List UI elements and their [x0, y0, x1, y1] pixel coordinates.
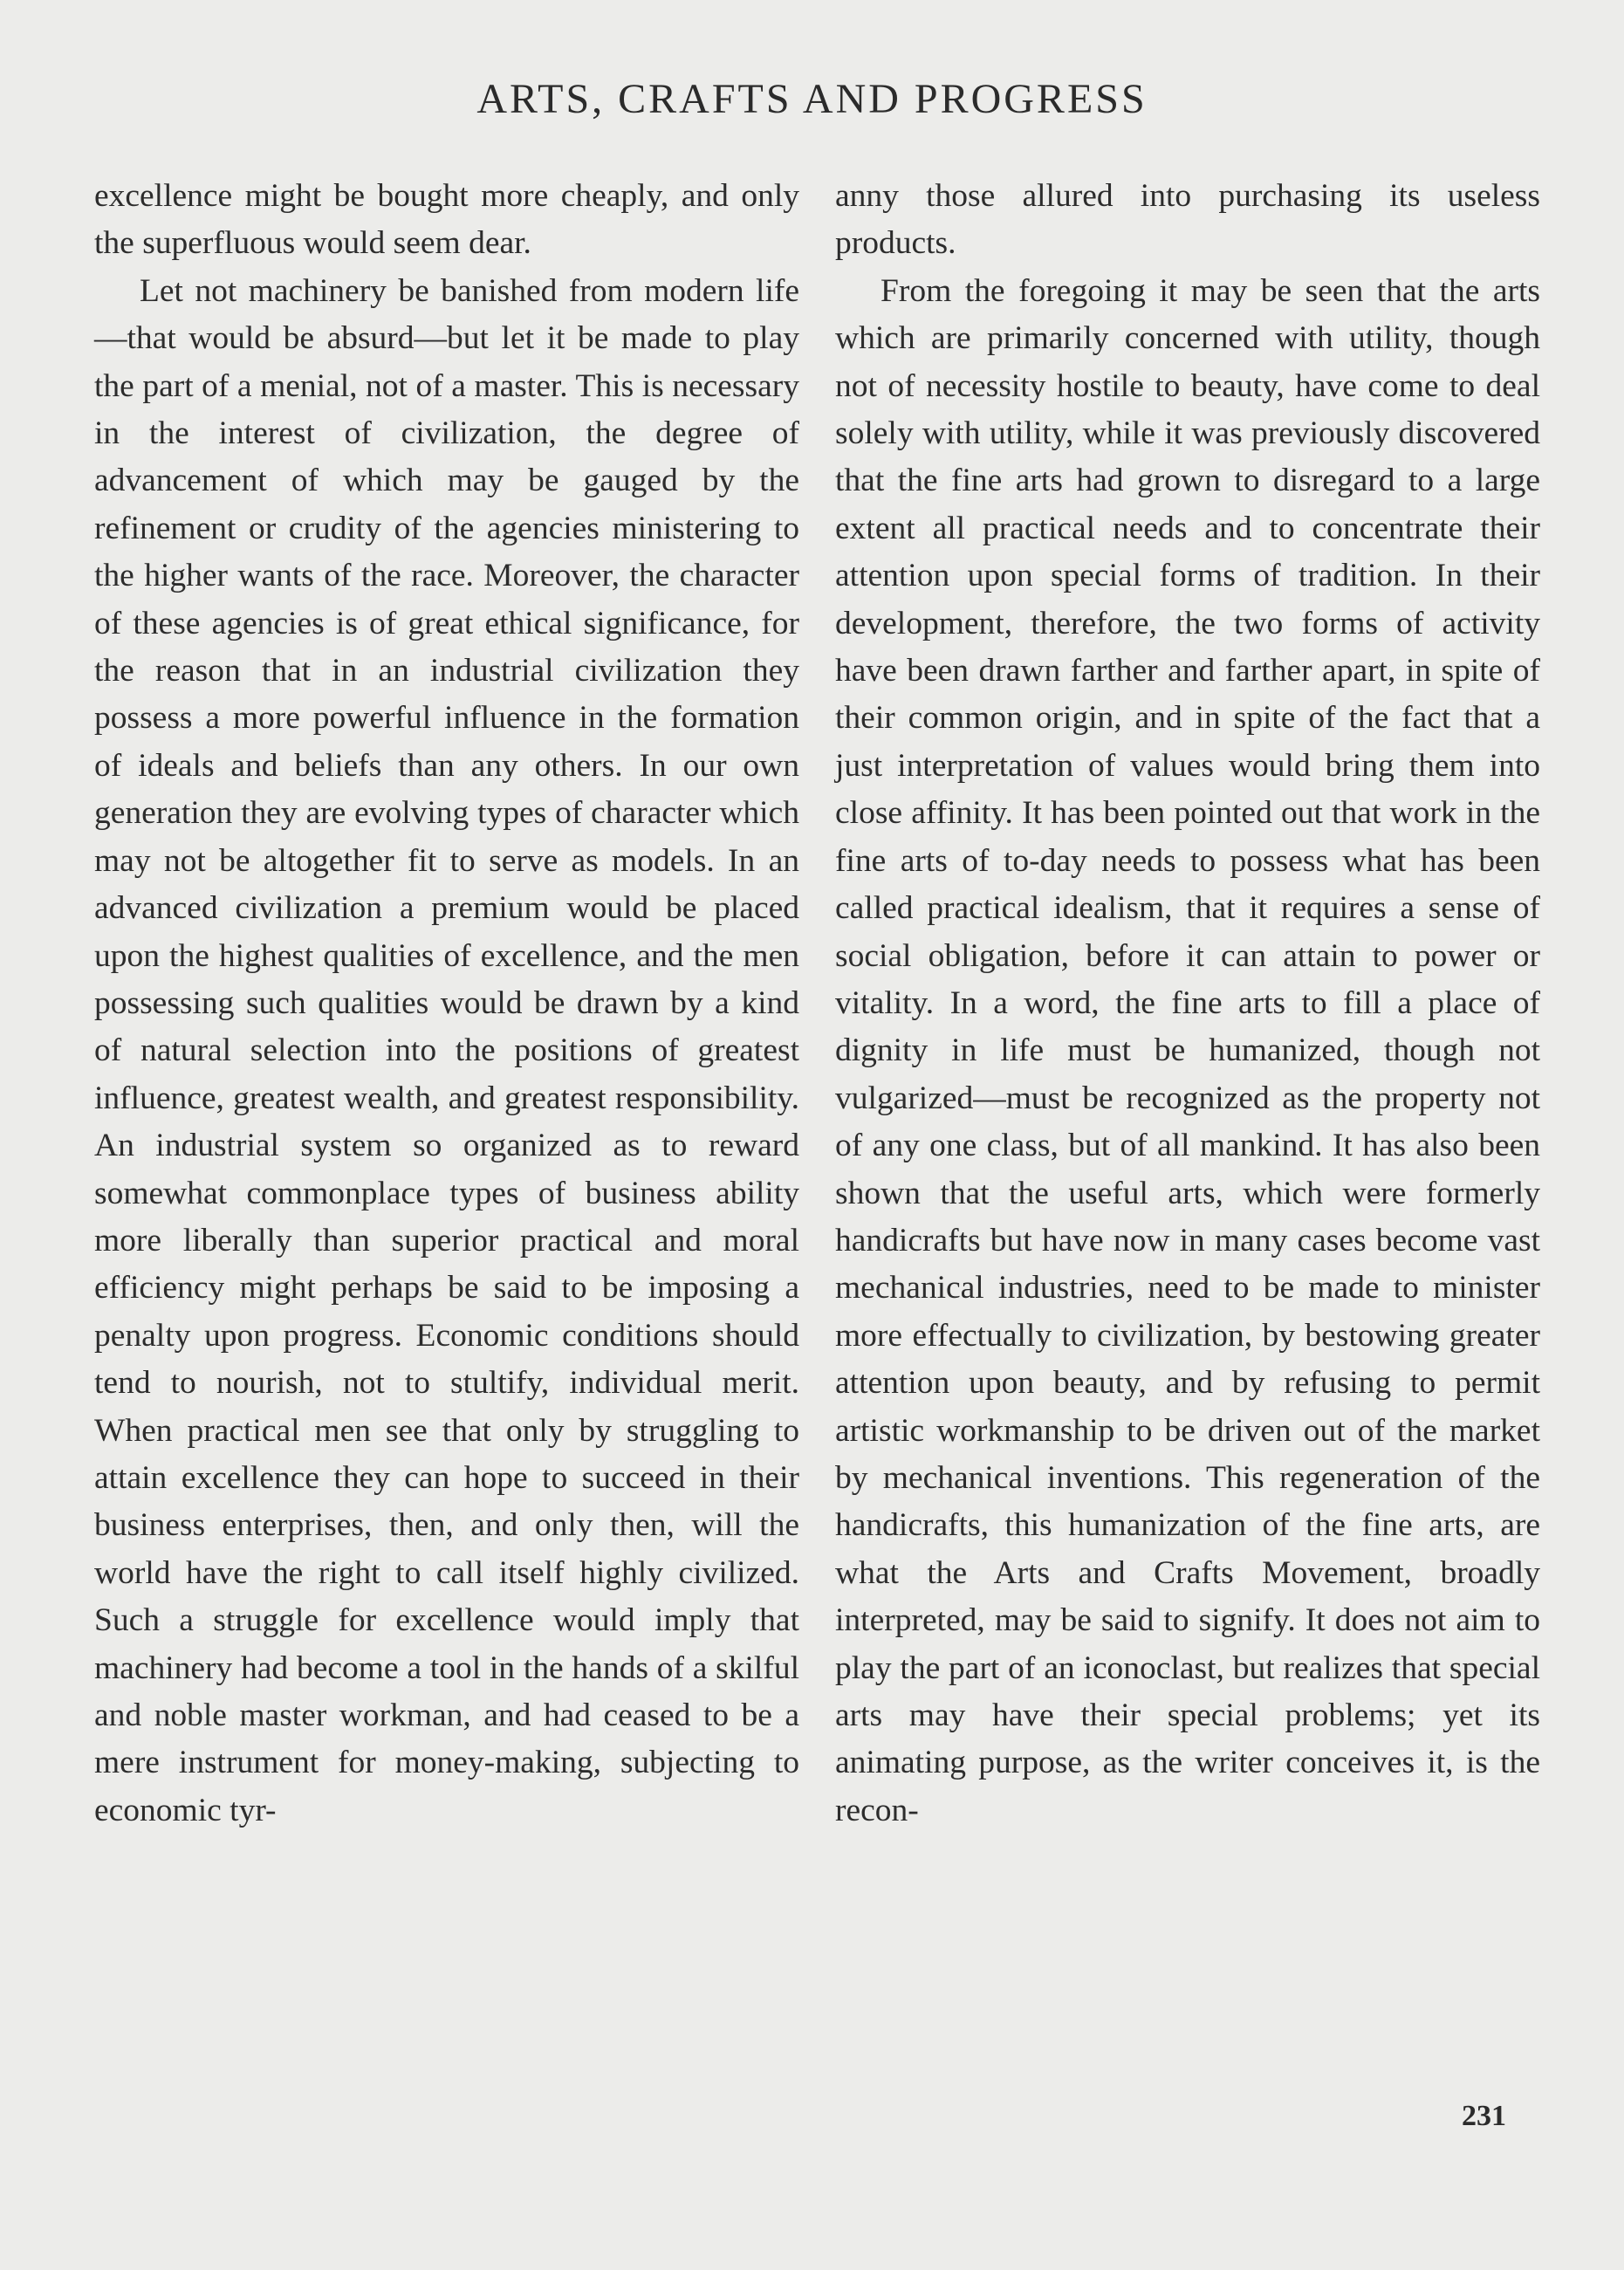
left-paragraph-2: Let not machinery be banished from modern life—that would be absurd—but let it be made to play the part of a menial, not of a master. This is necessary in the interest of civilization, the degree of advancement of which may be gauged by the refinement or crudity of the agencies ministering to the higher wants of the race. Moreover, the character of these agencies is of great ethical significance, for the reason that in an industrial civilization they possess a more powerful influence in the formation of ideals and beliefs than any others. In our own generation they are evolving types of character which may not be altogether fit to serve as models. In an advanced civilization a premium would be placed upon the highest qualities of excellence, and the men possessing such qualities would be drawn by a kind of natural selection into the positions of greatest influence, greatest wealth, and greatest responsibility. An industrial system so organized as to reward somewhat commonplace types of business ability more liberally than superior practical and moral efficiency might perhaps be said to be imposing a penalty upon progress. Economic conditions should tend to nourish, not to stultify, individual merit. When practical men see that only by struggling to attain excellence they can hope to succeed in their business enterprises, then, and only then, will the world have the right to call itself highly civilized. Such a struggle for excellence would imply that machinery had become a tool in the hands of a skilful and noble master workman, and had ceased to be a mere instrument for money-making, subjecting to economic tyr- — [94, 272, 799, 1828]
running-head: ARTS, CRAFTS AND PROGRESS — [476, 76, 1148, 122]
right-paragraph-2: From the foregoing it may be seen that the arts which are primarily concerned with utility, though not of necessity hostile to beauty, have come to deal solely with utility, while it was previously discovered that the fine arts had grown to disregard to a large extent all practical needs and to concentrate their attention upon special forms of tradition. In their development, therefore, the two forms of activity have been drawn farther and farther apart, in spite of their common origin, and in spite of the fact that a just interpretation of values would bring them into close affinity. It has been pointed out that work in the fine arts of to-day needs to possess what has been called practical idealism, that it requires a sense of social obligation, before it can attain to power or vitality. In a word, the fine arts to fill a place of dignity in life must be humanized, though not vulgarized—must be recognized as the property not of any one class, but of all mankind. It has also been shown that the useful arts, which were formerly handicrafts but have now in many cases become vast mechanical industries, need to be made to minister more effectually to civilization, by bestowing greater attention upon beauty, and by refusing to permit artistic workmanship to be driven out of the market by mechanical inventions. This regeneration of the handicrafts, this humanization of the fine arts, are what the Arts and Crafts Movement, broadly interpreted, may be said to signify. It does not aim to play the part of an iconoclast, but realizes that special arts may have their special problems; yet its animating purpose, as the writer conceives it, is the recon- — [835, 272, 1540, 1828]
right-column — [835, 173, 1540, 1835]
left-column — [94, 173, 799, 1835]
right-paragraph-1: anny those allured into purchasing its useless products. — [835, 178, 1540, 262]
left-paragraph-1: excellence might be bought more cheaply, and only the superfluous would seem dear. — [94, 178, 799, 262]
page-number: 231 — [1462, 2100, 1506, 2132]
